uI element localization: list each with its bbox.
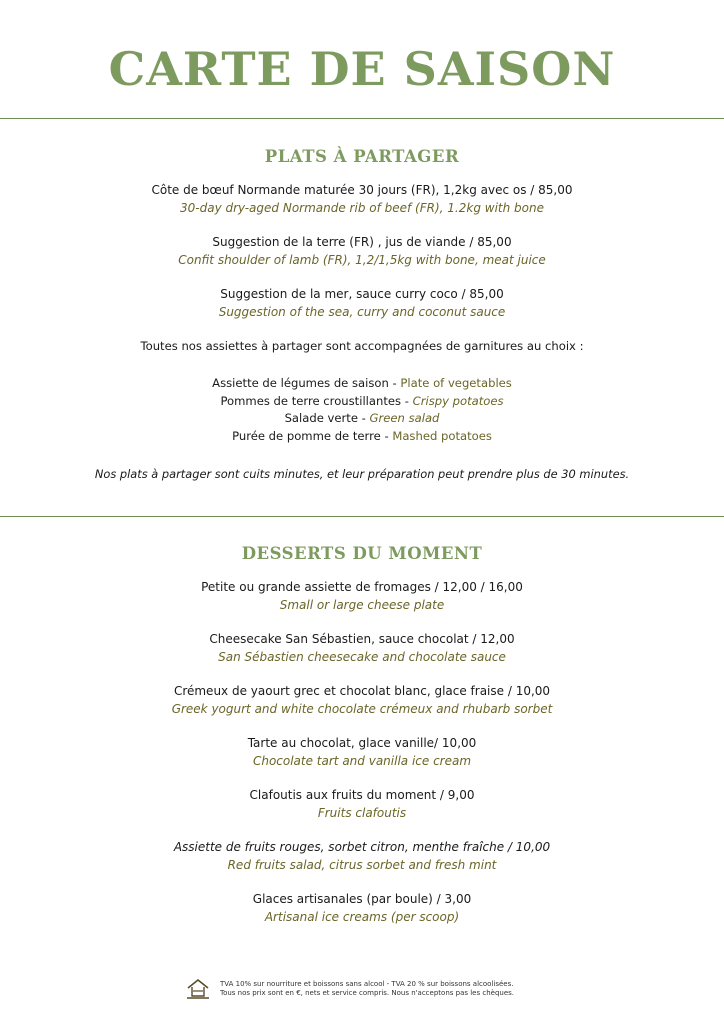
- garnish-item: [0, 410, 724, 428]
- garnish-en: Crispy potatoes: [412, 393, 504, 408]
- garnish-en: Green salad: [369, 411, 440, 425]
- menu-item: [0, 682, 724, 718]
- menu-item: [0, 233, 724, 269]
- item-name-fr: Clafoutis aux fruits du moment / 9,00: [249, 788, 475, 802]
- garnish-fr: Salade verte -: [284, 411, 370, 425]
- menu-item: [0, 890, 724, 926]
- item-name-en: Fruits clafoutis: [317, 806, 407, 820]
- menu-item: [0, 285, 724, 321]
- item-name-en: Small or large cheese plate: [279, 598, 445, 612]
- item-name-en: 30-day dry-aged Normande rib of beef (FR), 1.2kg with bone: [180, 201, 544, 215]
- garnish-item: [0, 393, 724, 411]
- item-name-fr: Glaces artisanales (par boule) / 3,00: [252, 892, 472, 906]
- menu-item: [0, 181, 724, 217]
- section-plats-a-partager: [0, 146, 724, 483]
- garnish-item: [0, 428, 724, 446]
- house-icon: [186, 978, 210, 1000]
- section-desserts: [0, 543, 724, 942]
- item-name-fr: Petite ou grande assiette de fromages / 12,00 / 16,00: [201, 580, 523, 594]
- item-name-fr: Côte de bœuf Normande maturée 30 jours (FR), 1,2kg avec os / 85,00: [151, 183, 573, 197]
- item-name-en: Greek yogurt and white chocolate crémeux and rhubarb sorbet: [171, 702, 553, 716]
- item-name-fr: Cheesecake San Sébastien, sauce chocolat / 12,00: [209, 632, 515, 646]
- garnish-fr: Pommes de terre croustillantes -: [220, 393, 413, 408]
- item-name-en: Confit shoulder of lamb (FR), 1,2/1,5kg with bone, meat juice: [178, 253, 546, 267]
- item-name-en: Chocolate tart and vanilla ice cream: [252, 754, 472, 768]
- garnish-intro: Toutes nos assiettes à partager sont accompagnées de garnitures au choix :: [140, 339, 584, 353]
- menu-item: [0, 630, 724, 666]
- item-name-fr: Crémeux de yaourt grec et chocolat blanc, glace fraise / 10,00: [173, 684, 551, 698]
- section-title-desserts: DESSERTS DU MOMENT: [241, 544, 483, 563]
- garnish-en: Mashed potatoes: [392, 428, 492, 443]
- footer-price-line: Tous nos prix sont en €, nets et service compris. Nous n'acceptons pas les chèques.: [220, 989, 514, 997]
- item-name-fr: Tarte au chocolat, glace vanille/ 10,00: [247, 736, 477, 750]
- item-name-en: San Sébastien cheesecake and chocolate sauce: [218, 650, 506, 664]
- menu-item: [0, 578, 724, 614]
- cooking-time-note: Nos plats à partager sont cuits minutes, et leur préparation peut prendre plus de 30 minutes.: [94, 467, 630, 481]
- garnish-list: [0, 375, 724, 445]
- divider-middle: [0, 516, 724, 517]
- item-name-en: Artisanal ice creams (per scoop): [264, 910, 460, 924]
- item-name-fr: Suggestion de la mer, sauce curry coco / 85,00: [220, 287, 504, 301]
- menu-item: [0, 786, 724, 822]
- garnish-en: Plate of vegetables: [400, 376, 512, 390]
- garnish-item: [0, 375, 724, 393]
- garnish-fr: Assiette de légumes de saison -: [212, 376, 401, 390]
- footer-vat-line: TVA 10% sur nourriture et boissons sans alcool - TVA 20 % sur boissons alcoolisées.: [220, 979, 514, 988]
- item-name-fr: Assiette de fruits rouges, sorbet citron, menthe fraîche / 10,00: [173, 840, 551, 854]
- item-name-en: Suggestion of the sea, curry and coconut sauce: [218, 305, 506, 319]
- footer: [186, 978, 514, 1000]
- divider-top: [0, 118, 724, 119]
- page-title: CARTE DE SAISON: [108, 42, 616, 96]
- item-name-en: Red fruits salad, citrus sorbet and fresh mint: [227, 858, 497, 872]
- menu-item: [0, 838, 724, 874]
- garnish-fr: Purée de pomme de terre -: [232, 428, 393, 443]
- section-title-shared: PLATS À PARTAGER: [264, 147, 460, 166]
- footer-text: [220, 980, 514, 999]
- menu-item: [0, 734, 724, 770]
- item-name-fr: Suggestion de la terre (FR) , jus de viande / 85,00: [212, 235, 512, 249]
